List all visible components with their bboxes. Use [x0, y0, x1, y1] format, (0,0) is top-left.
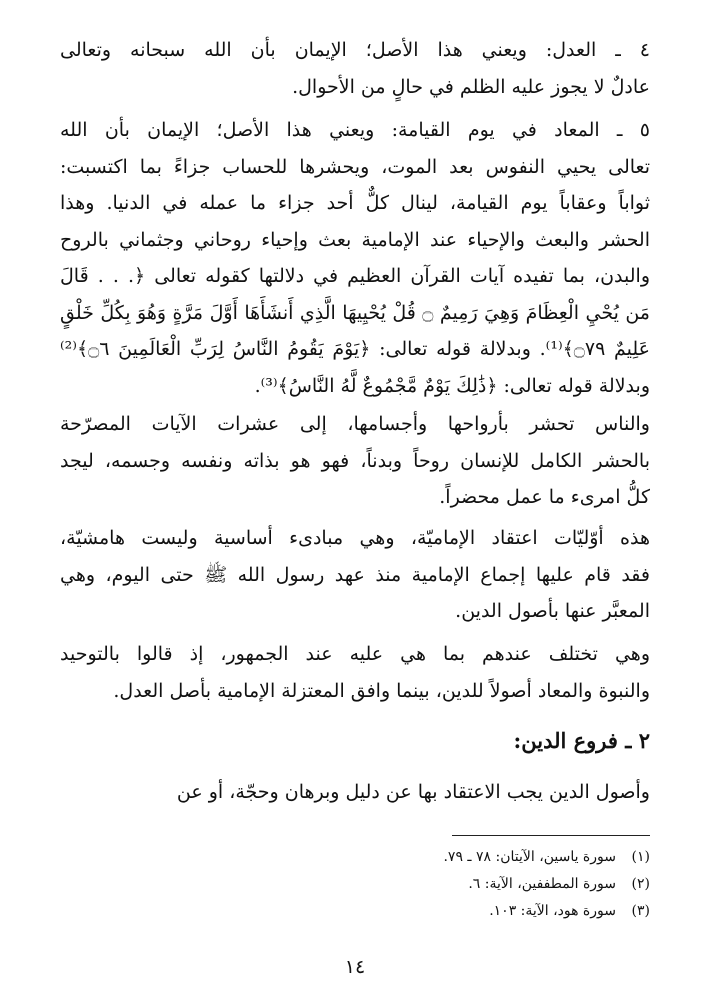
- text-line: الحشر والبعث والإحياء عند الإمامية بعث وإحياء روحاني وجثماني بالروح: [60, 228, 650, 251]
- footnote: [90, 899, 650, 923]
- text-line: ٤ ـ العدل: ويعني هذا الأصل؛ الإيمان بأن الله سبحانه وتعالى: [60, 39, 650, 61]
- paragraph-justice: [60, 32, 650, 105]
- footnote-text: سورة هود، الآية: ١٠٣.: [489, 903, 616, 919]
- text-line: تعالى يحيي النفوس بعد الموت، ويحشرها للحساب جزاءً بما اكتسبت:: [60, 155, 650, 178]
- text-line: والبدن، بما تفيده آيات القرآن العظيم في دلالتها كقوله تعالى ﴿. . . قَالَ: [60, 265, 650, 287]
- text-line: بالحشر الكامل للإنسان روحاً وبدناً، فهو هو بذاته ونفسه وجسمه، ليجد: [60, 449, 650, 472]
- text-line: المعبَّر عنها بأصول الدين.: [455, 600, 650, 622]
- paragraph-gathering: [60, 406, 650, 516]
- page-number: ١٤: [344, 956, 366, 978]
- text-line: وهي تختلف عندهم بما هي عليه عند الجمهور، إذ قالوا بالتوحيد: [60, 643, 650, 665]
- quran-verse-line: وبدلالة قوله تعالى: ﴿ذَٰلِكَ يَوْمٌ مَّجْمُوعٌ لَّهُ النَّاسُ﴾⁽³⁾.: [254, 374, 650, 397]
- paragraph-resurrection: [60, 112, 650, 404]
- footnote: [90, 845, 650, 869]
- text-line: كلُّ امرىء ما عمل محضراً.: [439, 486, 650, 508]
- footnote: [90, 872, 650, 896]
- quran-verse-line: مَن يُحْيِ الْعِظَامَ وَهِيَ رَمِيمٌ ۝ قُلْ يُحْيِيهَا الَّذِي أَنشَأَهَا أَوَّلَ مَرَّةٍ وَهُوَ بِكُلِّ خَلْقٍ: [60, 301, 650, 324]
- text-line: عادلٌ لا يجوز عليه الظلم في حالٍ من الأحوال.: [292, 75, 650, 98]
- footnote-text: سورة ياسين، الآيتان: ٧٨ ـ ٧٩.: [443, 849, 616, 865]
- paragraph-difference: [60, 636, 650, 709]
- paragraph-branches: [60, 774, 650, 811]
- footnote-number: (٢): [631, 876, 650, 892]
- text-line: والناس تحشر بأرواحها وأجسامها، إلى عشرات الآيات المصرّحة: [60, 413, 650, 435]
- footnote-divider: [452, 835, 650, 836]
- section-heading: ٢ ـ فروع الدين:: [513, 728, 650, 753]
- text-line: ثواباً وعقاباً يوم القيامة، لينال كلٌّ أحد جزاء ما عمله في الدنيا. وهذا: [60, 192, 650, 214]
- footnote-number: (٣): [631, 903, 650, 919]
- paragraph-principles: [60, 520, 650, 630]
- text-line: هذه أوّليّات اعتقاد الإماميّة، وهي مبادىء أساسية وليست هامشيّة،: [60, 527, 650, 549]
- footnote-number: (١): [631, 849, 650, 865]
- text-line: وأصول الدين يجب الاعتقاد بها عن دليل وبرهان وحجّة، أو عن: [176, 781, 650, 803]
- quran-verse-line: عَلِيمٌ ۝٧٩﴾⁽¹⁾. وبدلالة قوله تعالى: ﴿يَوْمَ يَقُومُ النَّاسُ لِرَبِّ الْعَالَمِينَ ۝٦﴾⁽²⁾: [60, 338, 650, 360]
- text-line: فقد قام عليها إجماع الإمامية منذ عهد رسول الله ﷺ حتى اليوم، وهي: [60, 563, 650, 586]
- footnote-text: سورة المطففين، الآية: ٦.: [468, 876, 616, 892]
- text-line: ٥ ـ المعاد في يوم القيامة: ويعني هذا الأصل؛ الإيمان بأن الله: [60, 119, 650, 141]
- text-line: والنبوة والمعاد أصولاً للدين، بينما وافق المعتزلة الإمامية بأصل العدل.: [113, 679, 650, 702]
